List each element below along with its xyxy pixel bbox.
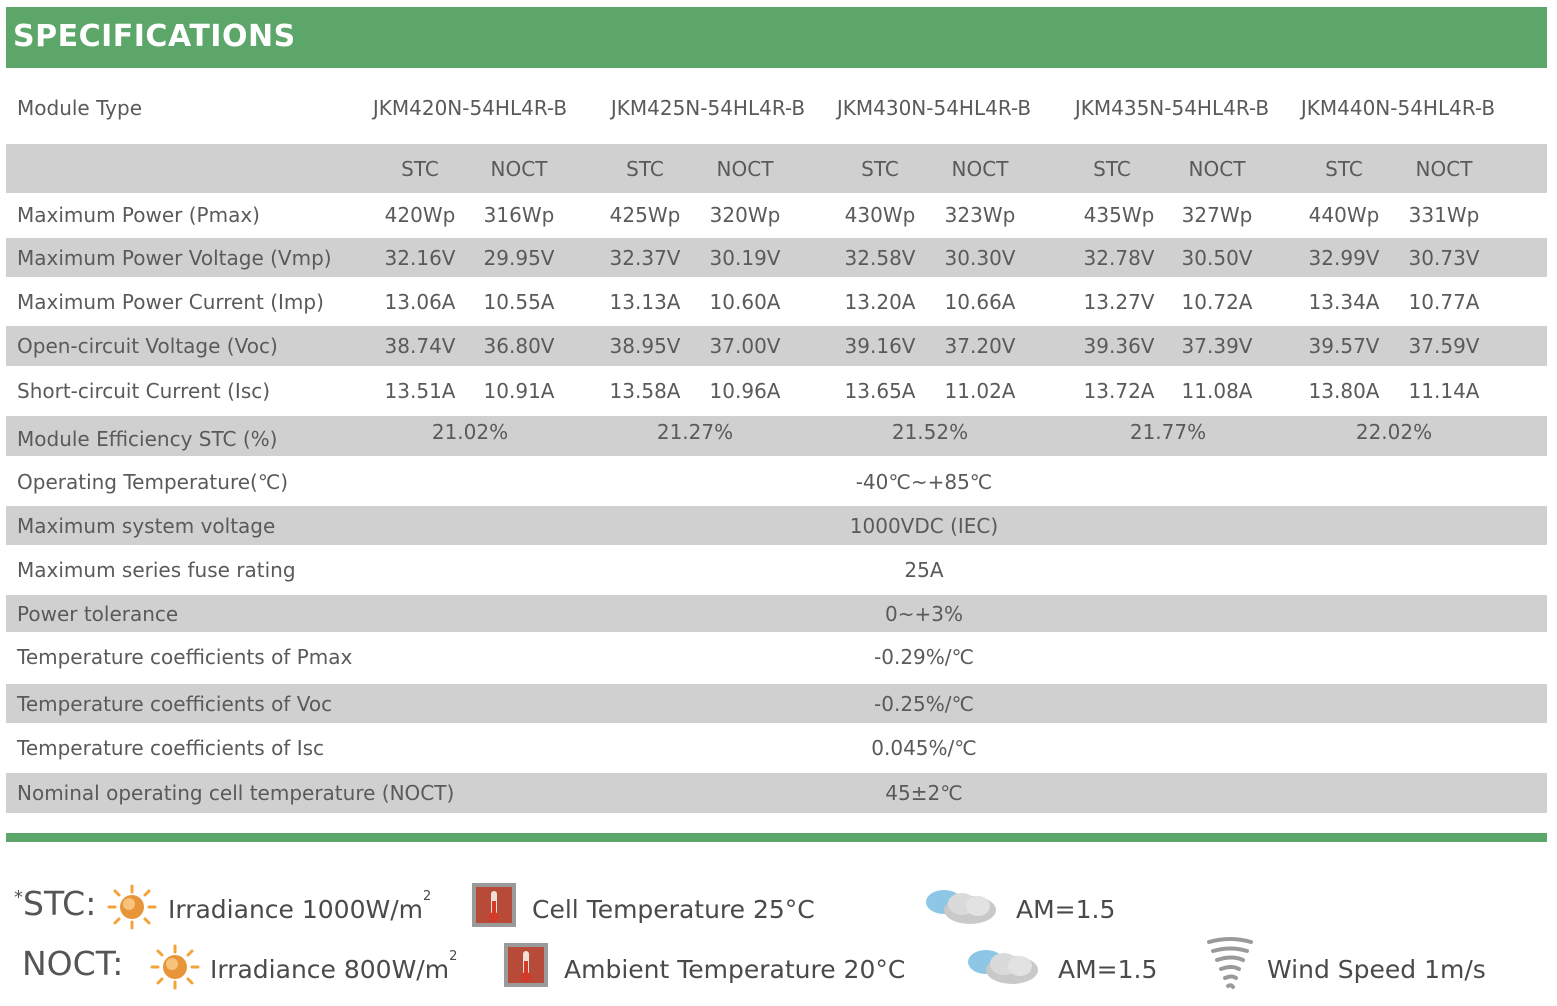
value-cell: 10.77A xyxy=(1408,290,1480,314)
value-cell: 13.27V xyxy=(1083,290,1155,314)
efficiency-value: 21.52% xyxy=(891,420,969,444)
noct-irradiance-text: Irradiance 800W/m xyxy=(210,955,450,984)
electrical-row xyxy=(6,368,1547,414)
general-row xyxy=(6,595,1547,632)
value-cell: 316Wp xyxy=(483,203,555,227)
row-label: Operating Temperature(℃) xyxy=(17,470,289,494)
efficiency-value: 21.27% xyxy=(656,420,734,444)
value-cell: 320Wp xyxy=(709,203,781,227)
value-cell: 13.65A xyxy=(844,379,916,403)
value-cell: 37.39V xyxy=(1181,334,1253,358)
noct-air-mass: AM=1.5 xyxy=(1058,955,1158,984)
value-cell: 36.80V xyxy=(483,334,555,358)
value-cell: 430Wp xyxy=(844,203,916,227)
condition-header: STC xyxy=(401,156,439,181)
general-value: 45±2℃ xyxy=(885,781,963,805)
value-cell: 10.91A xyxy=(483,379,555,403)
row-label: Temperature coefficients of Voc xyxy=(17,691,333,716)
value-cell: 10.60A xyxy=(709,290,781,314)
value-cell: 38.74V xyxy=(384,334,456,358)
row-label: Temperature coefficients of Pmax xyxy=(17,645,353,669)
electrical-row xyxy=(6,280,1547,324)
efficiency-value: 21.77% xyxy=(1129,420,1207,444)
value-cell: 435Wp xyxy=(1083,203,1155,227)
asterisk: * xyxy=(14,887,23,908)
noct-wind-speed: Wind Speed 1m/s xyxy=(1267,955,1486,984)
electrical-row xyxy=(6,194,1547,236)
condition-header: NOCT xyxy=(951,156,1009,181)
general-value: 25A xyxy=(904,558,944,582)
condition-header: NOCT xyxy=(1188,156,1246,181)
stc-legend-key xyxy=(14,884,96,923)
stc-irradiance xyxy=(168,889,432,924)
value-cell: 30.73V xyxy=(1408,245,1480,270)
condition-header: STC xyxy=(1325,156,1363,181)
sun-icon xyxy=(150,944,200,990)
row-label: Module Efficiency STC (%) xyxy=(17,427,278,451)
row-label: Power tolerance xyxy=(17,601,179,626)
row-label: Maximum series fuse rating xyxy=(17,558,296,582)
general-value: 0.045%/℃ xyxy=(871,736,977,760)
general-row xyxy=(6,773,1547,813)
general-value: -0.25%/℃ xyxy=(874,691,974,716)
general-row xyxy=(6,725,1547,771)
value-cell: 37.20V xyxy=(944,334,1016,358)
value-cell: 30.50V xyxy=(1181,245,1253,270)
row-label: Maximum Power Voltage (Vmp) xyxy=(17,245,332,270)
noct-irradiance xyxy=(210,949,458,984)
value-cell: 13.80A xyxy=(1308,379,1380,403)
value-cell: 13.20A xyxy=(844,290,916,314)
row-label: Short-circuit Current (Isc) xyxy=(17,379,271,403)
value-cell: 38.95V xyxy=(609,334,681,358)
stc-cell-temperature: Cell Temperature 25°C xyxy=(532,895,815,924)
general-value: -0.29%/℃ xyxy=(874,645,974,669)
stc-key-label: STC: xyxy=(23,884,97,923)
general-row xyxy=(6,684,1547,723)
value-cell: 32.78V xyxy=(1083,245,1155,270)
efficiency-value: 22.02% xyxy=(1355,420,1433,444)
model-name: JKM435N-54HL4R-B xyxy=(1074,95,1270,120)
value-cell: 10.66A xyxy=(944,290,1016,314)
condition-header: NOCT xyxy=(1415,156,1473,181)
electrical-row xyxy=(6,238,1547,277)
noct-ambient-temperature: Ambient Temperature 20°C xyxy=(564,955,906,984)
general-value: 1000VDC (IEC) xyxy=(849,513,999,538)
value-cell: 11.08A xyxy=(1181,379,1253,403)
electrical-row xyxy=(6,326,1547,366)
module-type-row xyxy=(6,80,1547,135)
general-row xyxy=(6,547,1547,593)
general-row xyxy=(6,634,1547,680)
module-type-label: Module Type xyxy=(17,95,143,120)
model-name: JKM420N-54HL4R-B xyxy=(372,95,568,120)
general-value: -40℃~+85℃ xyxy=(855,470,993,494)
condition-header: STC xyxy=(626,156,664,181)
value-cell: 13.58A xyxy=(609,379,681,403)
stc-irradiance-sup: 2 xyxy=(422,889,432,904)
row-label: Maximum system voltage xyxy=(17,513,276,538)
condition-header: NOCT xyxy=(490,156,548,181)
efficiency-row xyxy=(6,416,1547,456)
model-name: JKM440N-54HL4R-B xyxy=(1300,95,1496,120)
efficiency-value: 21.02% xyxy=(431,420,509,444)
general-row xyxy=(6,460,1547,504)
row-label: Maximum Power Current (Imp) xyxy=(17,290,324,314)
condition-header: NOCT xyxy=(716,156,774,181)
value-cell: 37.59V xyxy=(1408,334,1480,358)
value-cell: 29.95V xyxy=(483,245,555,270)
row-label: Maximum Power (Pmax) xyxy=(17,203,260,227)
noct-irradiance-sup: 2 xyxy=(449,949,458,964)
row-label: Open-circuit Voltage (Voc) xyxy=(17,334,278,358)
stc-air-mass: AM=1.5 xyxy=(1016,895,1116,924)
stc-irradiance-text: Irradiance 1000W/m xyxy=(168,895,423,924)
value-cell: 13.06A xyxy=(384,290,456,314)
tornado-icon xyxy=(1205,936,1255,992)
page-title: SPECIFICATIONS xyxy=(13,19,296,54)
thermometer-icon xyxy=(502,941,550,989)
value-cell: 13.13A xyxy=(609,290,681,314)
value-cell: 440Wp xyxy=(1308,203,1380,227)
value-cell: 425Wp xyxy=(609,203,681,227)
model-name: JKM430N-54HL4R-B xyxy=(836,95,1032,120)
divider-bar xyxy=(6,833,1547,842)
value-cell: 331Wp xyxy=(1408,203,1480,227)
general-row xyxy=(6,506,1547,545)
value-cell: 39.16V xyxy=(844,334,916,358)
row-label: Nominal operating cell temperature (NOCT) xyxy=(17,781,455,805)
model-name: JKM425N-54HL4R-B xyxy=(610,95,806,120)
value-cell: 11.14A xyxy=(1408,379,1480,403)
general-value: 0~+3% xyxy=(885,601,963,626)
value-cell: 30.30V xyxy=(944,245,1016,270)
value-cell: 10.55A xyxy=(483,290,555,314)
value-cell: 327Wp xyxy=(1181,203,1253,227)
value-cell: 13.72A xyxy=(1083,379,1155,403)
value-cell: 37.00V xyxy=(709,334,781,358)
value-cell: 30.19V xyxy=(709,245,781,270)
value-cell: 323Wp xyxy=(944,203,1016,227)
condition-header: STC xyxy=(1093,156,1131,181)
noct-legend-key: NOCT: xyxy=(22,944,124,983)
value-cell: 10.72A xyxy=(1181,290,1253,314)
thermometer-icon xyxy=(470,881,518,929)
value-cell: 10.96A xyxy=(709,379,781,403)
value-cell: 32.37V xyxy=(609,245,681,270)
cloud-icon xyxy=(920,884,1000,926)
conditions-header-row xyxy=(6,144,1547,193)
value-cell: 32.16V xyxy=(384,245,456,270)
value-cell: 420Wp xyxy=(384,203,456,227)
value-cell: 32.58V xyxy=(844,245,916,270)
value-cell: 11.02A xyxy=(944,379,1016,403)
value-cell: 13.34A xyxy=(1308,290,1380,314)
row-label: Temperature coefficients of Isc xyxy=(17,736,325,760)
value-cell: 13.51A xyxy=(384,379,456,403)
value-cell: 32.99V xyxy=(1308,245,1380,270)
cloud-icon xyxy=(962,944,1042,986)
value-cell: 39.36V xyxy=(1083,334,1155,358)
sun-icon xyxy=(107,884,157,930)
condition-header: STC xyxy=(861,156,899,181)
value-cell: 39.57V xyxy=(1308,334,1380,358)
specifications-banner xyxy=(6,7,1547,68)
